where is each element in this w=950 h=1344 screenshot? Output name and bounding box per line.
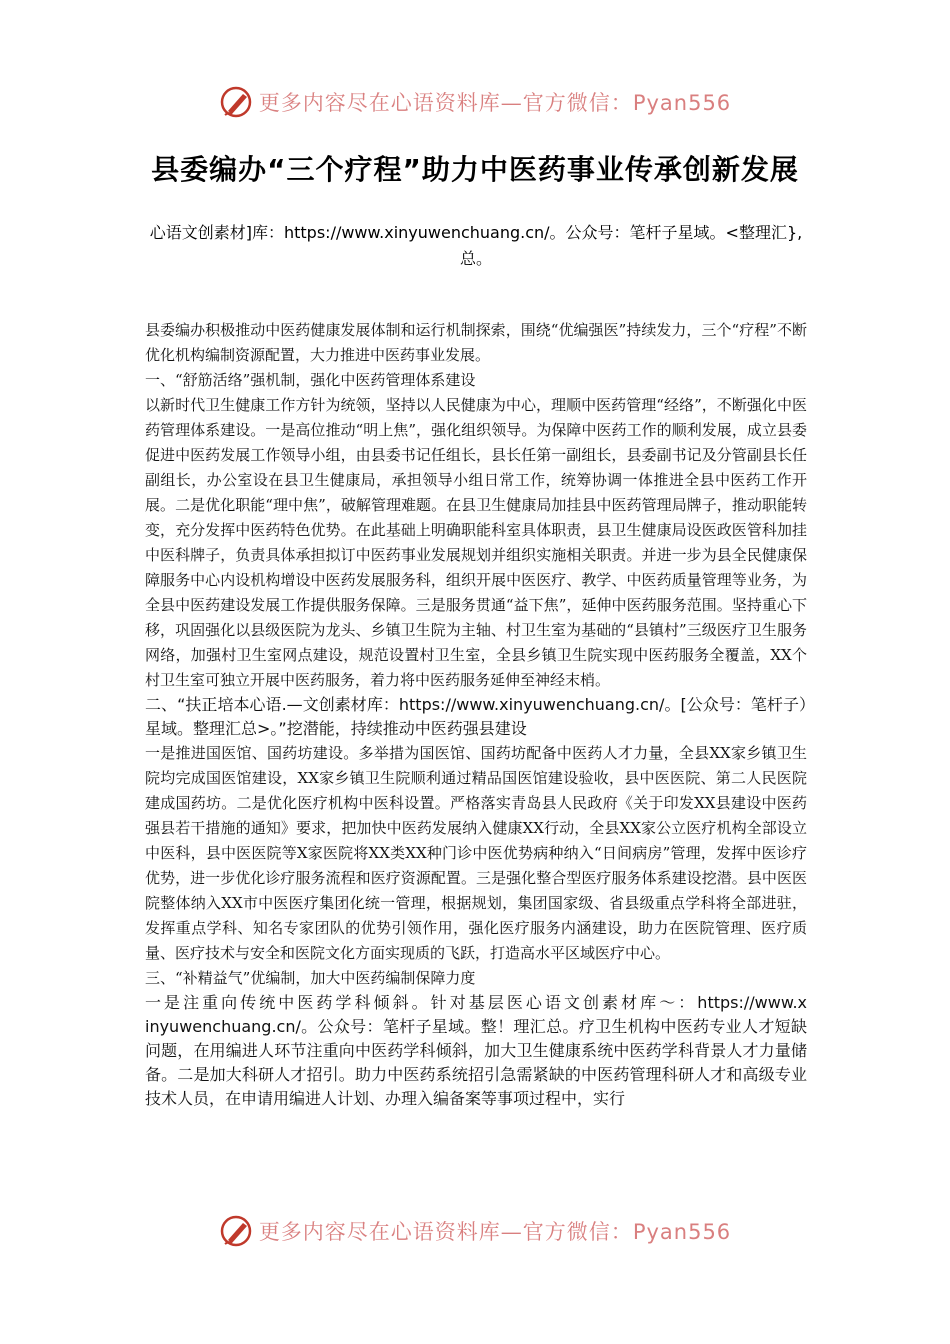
intro-paragraph: 县委编办积极推动中医药健康发展体制和运行机制探索，围绕“优编强医”持续发力，三个“疗程”不断优化机构编制资源配置，大力推进中医药事业发展。 — [145, 321, 807, 364]
document-title: 县委编办“三个疗程”助力中医药事业传承创新发展 — [151, 153, 799, 186]
pen-circle-logo-icon — [219, 84, 255, 120]
section-heading-3: 三、“补精益气”优编制，加大中医药编制保障力度 — [145, 969, 476, 987]
banner-text: 更多内容尽在心语资料库—官方微信：Pyan556 — [258, 1220, 732, 1244]
section-1-paragraph: 以新时代卫生健康工作方针为统领，坚持以人民健康为中心，理顺中医药管理“经络”，不断强化中医药管理体系建设。一是高位推动“明上焦”，强化组织领导。为保障中医药工作的顺利发展，成立县委促进中医药发展工作领导小组，由县委书记任组长，县长任第一副组长，县委副书记及分管副县长任副组长，办公室设在县卫生健康局，承担领导小组日常工作，统筹协调一体推进全县中医药工作开展。二是优化职能“理中焦”，破解管理难题。在县卫生健康局加挂县中医药管理局牌子，推动职能转变，充分发挥中医药特色优势。在此基础上明确职能科室具体职责，县卫生健康局设医政医管科加挂中医科牌子，负责具体承担拟订中医药事业发展规划并组织实施相关职责。并进一步为县全民健康保障服务中心内设机构增设中医药发展服务科，组织开展中医医疗、教学、中医药质量管理等业务，为全县中医药建设发展工作提供服务保障。三是服务贯通“益下焦”，延伸中医药服务范围。坚持重心下移，巩固强化以县级医院为龙头、乡镇卫生院为主轴、村卫生室为基础的“县镇村”三级医疗卫生服务网络，加强村卫生室网点建设，规范设置村卫生室，全县乡镇卫生院实现中医药服务全覆盖，XX个村卫生室可独立开展中医药服务，着力将中医药服务延伸至神经末梢。 — [145, 396, 807, 689]
footer-banner — [0, 1209, 950, 1253]
section-heading-1: 一、“舒筋活络”强机制，强化中医药管理体系建设 — [145, 371, 476, 389]
section-3-paragraph: 一是注重向传统中医药学科倾斜。针对基层医心语文创素材库～：https://www.xinyuwenchuang.cn/。公众号：笔杆子星域。整！理汇总。疗卫生机构中医药专业人才短缺问题，在用编进人环节注重向中医药学科倾斜，加大卫生健康系统中医药学科背景人才力量储备。二是加大科研人才招引。助力中医药系统招引急需紧缺的中医药管理科研人才和高级专业技术人员，在申请用编进人计划、办理入编备案等事项过程中，实行 — [145, 993, 807, 1108]
banner-text: 更多内容尽在心语资料库—官方微信：Pyan556 — [258, 91, 732, 115]
document-body — [145, 318, 807, 1111]
header-banner — [0, 80, 950, 124]
pen-circle-logo-icon — [219, 1213, 255, 1249]
source-note: 心语文创素材]库：https://www.xinyuwenchuang.cn/。公众号：笔杆子星域。<整理汇},总。 — [149, 223, 803, 268]
section-2-paragraph: 一是推进国医馆、国药坊建设。多举措为国医馆、国药坊配备中医药人才力量，全县XX家乡镇卫生院均完成国医馆建设，XX家乡镇卫生院顺利通过精品国医馆建设验收，县中医医院、第二人民医院建成国药坊。二是优化医疗机构中医科设置。严格落实青岛县人民政府《关于印发XX县建设中医药强县若干措施的通知》要求，把加快中医药发展纳入健康XX行动，全县XX家公立医疗机构全部设立中医科，县中医医院等X家医院将XX类XX种门诊中医优势病种纳入“日间病房”管理，发挥中医诊疗优势，进一步优化诊疗服务流程和医疗资源配置。三是强化整合型医疗服务体系建设挖潜。县中医医院整体纳入XX市中医医疗集团化统一管理，根据规划，集团国家级、省县级重点学科将全部进驻，发挥重点学科、知名专家团队的优势引领作用，强化医疗服务内涵建设，助力在医院管理、医疗质量、医疗技术与安全和医院文化方面实现质的飞跃，打造高水平区域医疗中心。 — [145, 744, 807, 962]
section-heading-2: 二、“扶正培本心语.—文创素材库：https://www.xinyuwenchuang.cn/。[公众号：笔杆子）星域。整理汇总>。”挖潜能，持续推动中医药强县建设 — [145, 695, 807, 738]
